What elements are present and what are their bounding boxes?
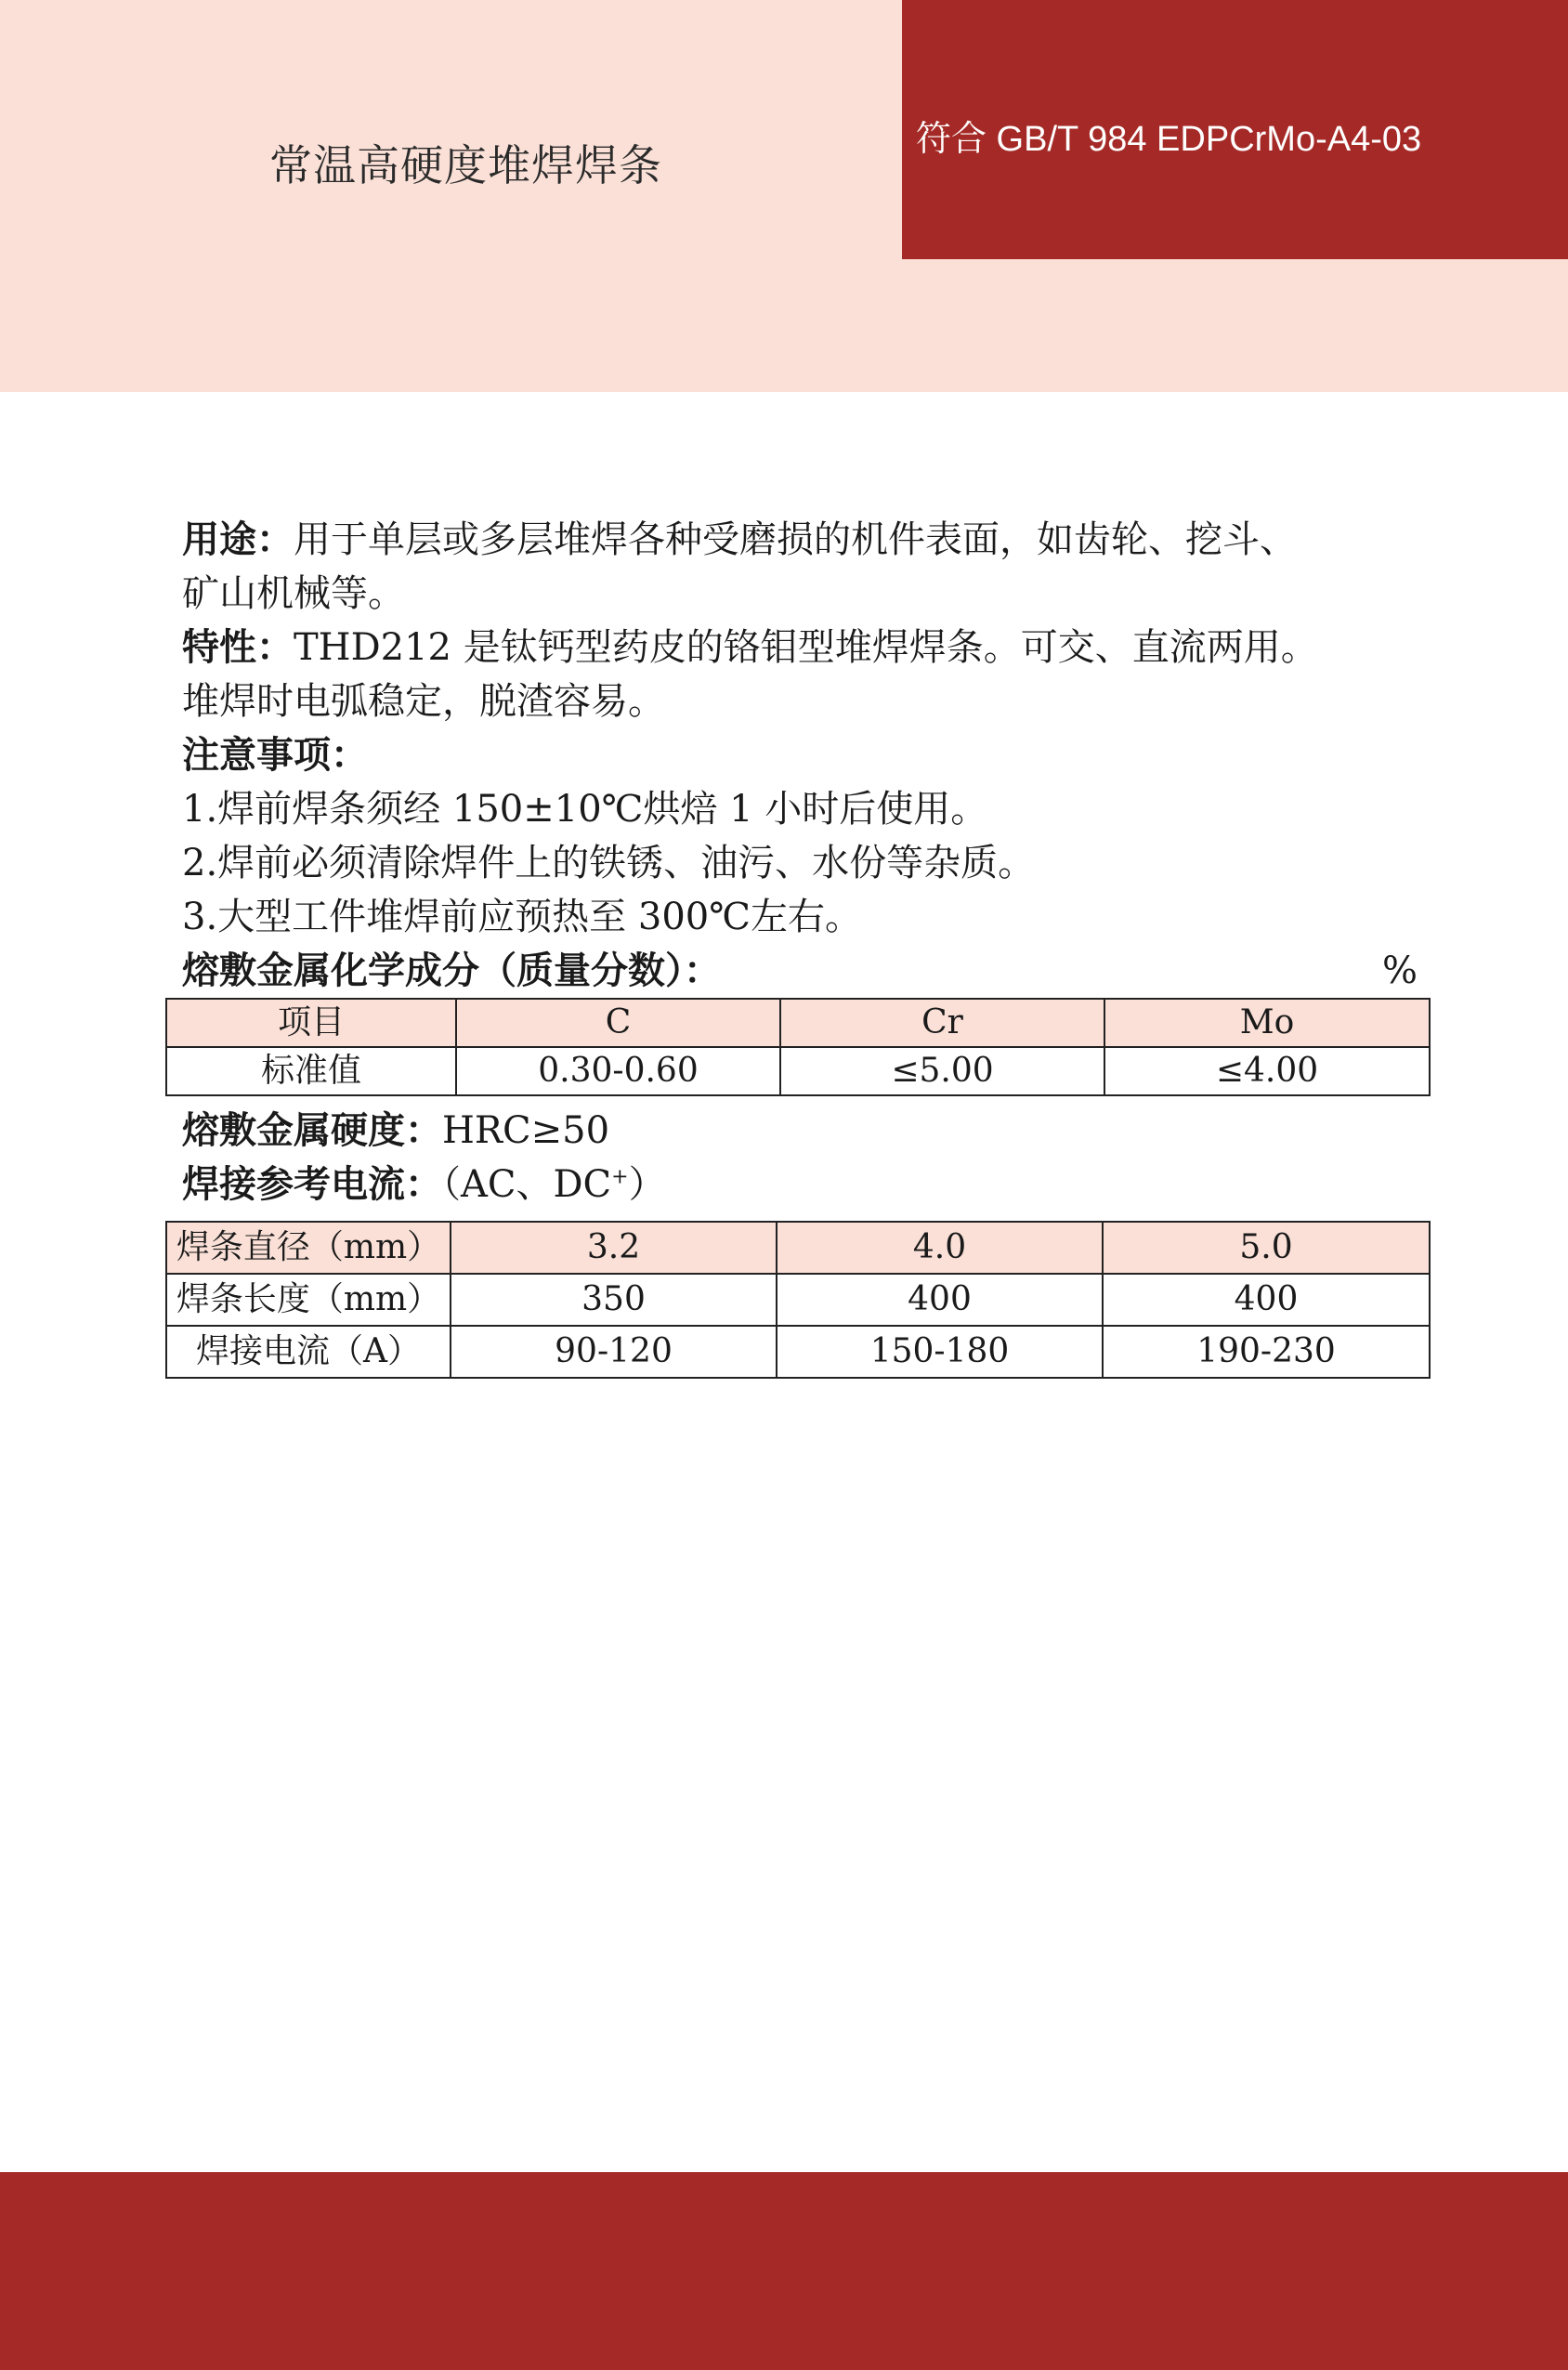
table-cell: 350 [451,1274,777,1326]
standard-text: 符合 GB/T 984 EDPCrMo-A4-03 [916,120,1422,159]
table-cell: 焊接电流（A） [166,1326,451,1378]
table-cell: 0.30-0.60 [456,1047,780,1095]
table-cell: 150-180 [777,1326,1103,1378]
current-line [182,1158,1427,1211]
current-suffix: ） [628,1163,666,1206]
table-cell: 190-230 [1103,1326,1430,1378]
features-line-2: 堆焊时电弧稳定，脱渣容易。 [182,680,665,723]
note-item: 1.焊前焊条须经 150±10℃烘焙 1 小时后使用。 [182,788,988,831]
hardness-value: HRC≥50 [442,1109,610,1152]
hardness-line [182,1104,1427,1158]
chemistry-unit: % [1381,949,1418,992]
chemistry-label: 熔敷金属化学成分（质量分数）： [182,949,721,992]
hardness-label: 熔敷金属硬度： [182,1109,442,1152]
table-cell: C [456,999,780,1047]
note-item: 3.大型工件堆焊前应预热至 300℃左右。 [182,896,862,938]
usage-line-2: 矿山机械等。 [182,572,405,615]
chemistry-value-row [166,1047,1430,1095]
features-line-1 [182,621,1427,674]
current-prefix: （AC、DC [442,1163,612,1206]
content [176,513,1427,1379]
chemistry-header-row [166,999,1430,1047]
table-row [166,1222,1430,1274]
table-cell: 焊条长度（mm） [166,1274,451,1326]
note-item: 2.焊前必须清除焊件上的铁锈、油污、水份等杂质。 [182,842,1036,884]
footer-band [0,2172,1568,2370]
features-text-1: THD212 是钛钙型药皮的铬钼型堆焊焊条。可交、直流两用。 [294,626,1318,669]
chemistry-heading [182,944,1427,998]
table-cell: ≤5.00 [780,1047,1104,1095]
table-row [166,1274,1430,1326]
table-cell: 焊条直径（mm） [166,1222,451,1274]
notes-label: 注意事项： [182,734,368,777]
table-cell: ≤4.00 [1104,1047,1430,1095]
table-cell: 400 [777,1274,1103,1326]
usage-text-1: 用于单层或多层堆焊各种受磨损的机件表面，如齿轮、挖斗、 [294,518,1297,561]
current-superscript: + [611,1165,629,1189]
current-table [165,1221,1431,1379]
features-label: 特性： [182,626,294,669]
table-cell: 5.0 [1103,1222,1430,1274]
table-row [166,1326,1430,1378]
table-cell: 标准值 [166,1047,456,1095]
usage-line-1 [182,513,1427,567]
usage-label: 用途： [182,518,294,561]
standard-box [902,0,1568,259]
table-cell: Cr [780,999,1104,1047]
table-cell: 400 [1103,1274,1430,1326]
product-title: 常温高硬度堆焊焊条 [269,140,662,190]
table-cell: Mo [1104,999,1430,1047]
table-cell: 90-120 [451,1326,777,1378]
table-cell: 3.2 [451,1222,777,1274]
current-label: 焊接参考电流： [182,1163,442,1206]
table-cell: 4.0 [777,1222,1103,1274]
table-cell: 项目 [166,999,456,1047]
chemistry-table [165,998,1431,1096]
